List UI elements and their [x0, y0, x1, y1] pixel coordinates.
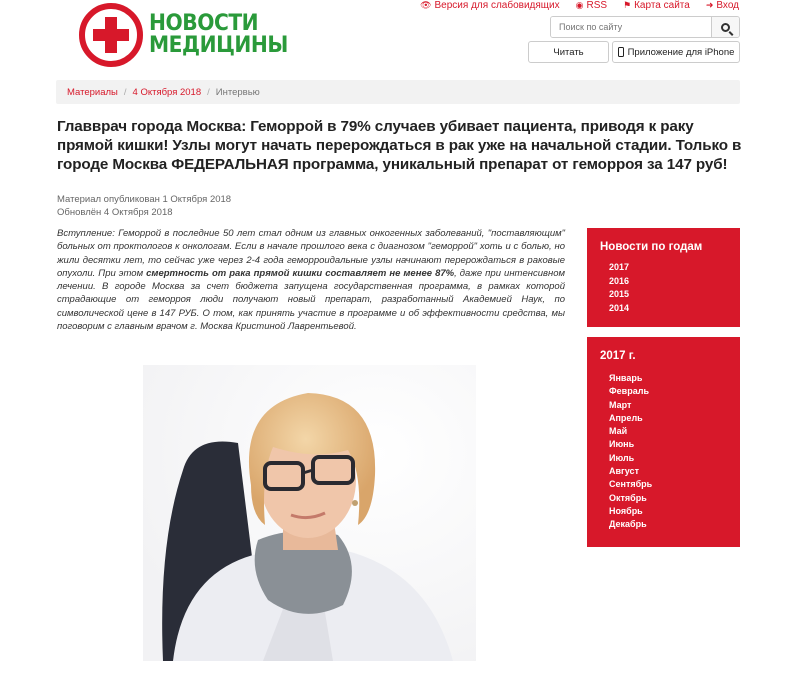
year-link[interactable]: 2015	[609, 289, 630, 299]
breadcrumb-separator: /	[207, 86, 210, 98]
lead-text-1: Вступление: Геморрой в последние 50 лет стал одним из главных онкогенных заболеваний, "поставляющим" больных от проктологов к онкологам. Если в начале прошлого века с диагнозом "геморрой" хоть и с болью, но жили десятки лет, то сейчас уже через 2-4 года геморроидальные узлы начинают перерождаться в раковые опухоли. При этом	[57, 228, 565, 279]
rss-icon: ◉	[575, 0, 584, 10]
month-link[interactable]: Январь	[609, 373, 643, 383]
month-link[interactable]: Ноябрь	[609, 505, 643, 516]
search-box	[550, 16, 740, 38]
top-links	[420, 0, 739, 11]
logo-line1: НОВОСТИ	[149, 10, 259, 36]
month-link[interactable]: Июнь	[609, 439, 635, 450]
login-icon: ➜	[705, 0, 714, 10]
sitemap-icon: ⚑	[623, 0, 632, 10]
logo-text	[149, 10, 300, 58]
sitemap-link[interactable]	[623, 0, 690, 11]
months-list	[587, 372, 740, 532]
eye-icon: 👁	[420, 0, 432, 10]
low-vision-label: Версия для слабовидящих	[434, 0, 560, 11]
doctor-photo	[143, 365, 476, 661]
article-headline: Главврач города Москва: Геморрой в 79% случаев убивает пациента, приводя к раку прямой кишки! Узлы могут начать перерождаться в рак уже на начальной стадии. Только в городе Москва ФЕДЕРАЛЬНАЯ программа, уникальный препарат от геморроя за 147 руб!	[57, 118, 742, 173]
month-link[interactable]: Февраль	[609, 386, 649, 397]
month-link[interactable]: Сентябрь	[609, 479, 653, 490]
breadcrumb-current: Интервью	[215, 86, 260, 98]
sitemap-label: Карта сайта	[634, 0, 690, 11]
rss-label: RSS	[586, 0, 608, 11]
medical-cross-icon	[79, 3, 143, 67]
lead-text-2: , даже при интенсивном лечении. В городе Москва за счет бюджета запущена государственная программа, в рамках которой страдающие от геморроя люди получают новый препарат, разработанный Академией Наук, по символической цене в 147 РУБ. О том, как принять участие в программе и об эффективности средства, мы поговорим с главным врачом г. Москва Кристиной Лаврентьевой.	[57, 267, 565, 333]
months-title: 2017 г.	[600, 350, 636, 362]
iphone-app-label: Приложение для iPhone	[627, 46, 735, 58]
month-link[interactable]: Август	[609, 466, 639, 477]
login-label: Вход	[716, 0, 739, 11]
month-link[interactable]: Апрель	[609, 412, 643, 423]
month-link[interactable]: Май	[609, 426, 628, 437]
month-link[interactable]: Октябрь	[609, 492, 647, 503]
breadcrumb-materials[interactable]: Материалы	[67, 86, 118, 98]
rss-link[interactable]	[576, 0, 607, 11]
search-icon	[721, 23, 730, 32]
search-input[interactable]	[551, 17, 711, 37]
article-lead	[57, 227, 565, 333]
logo-line2: МЕДИЦИНЫ	[149, 33, 288, 58]
read-button[interactable]: Читать	[528, 41, 609, 63]
low-vision-link[interactable]	[420, 0, 560, 11]
years-title: Новости по годам	[600, 241, 703, 253]
lead-bold-text: смертность от рака прямой кишки составляет не менее 87%	[146, 267, 455, 279]
site-logo[interactable]	[79, 3, 300, 67]
years-list	[587, 261, 740, 315]
month-link[interactable]: Декабрь	[609, 519, 647, 530]
months-panel	[587, 337, 740, 547]
doctor-portrait-image	[143, 365, 476, 661]
iphone-app-button[interactable]	[612, 41, 740, 63]
published-date: Материал опубликован 1 Октября 2018	[57, 194, 232, 205]
month-link[interactable]: Март	[609, 399, 632, 410]
updated-date: Обновлён 4 Октября 2018	[57, 207, 173, 218]
year-link[interactable]: 2016	[609, 275, 630, 286]
month-link[interactable]: Июль	[609, 452, 635, 463]
search-button[interactable]	[711, 17, 739, 37]
year-link[interactable]: 2017	[609, 262, 630, 272]
breadcrumb	[56, 80, 740, 104]
breadcrumb-date[interactable]: 4 Октября 2018	[132, 86, 202, 98]
phone-icon	[618, 47, 624, 57]
year-link[interactable]: 2014	[609, 302, 630, 313]
login-link[interactable]	[706, 0, 739, 11]
article-meta	[57, 193, 231, 219]
years-panel	[587, 228, 740, 327]
breadcrumb-separator: /	[123, 86, 127, 98]
